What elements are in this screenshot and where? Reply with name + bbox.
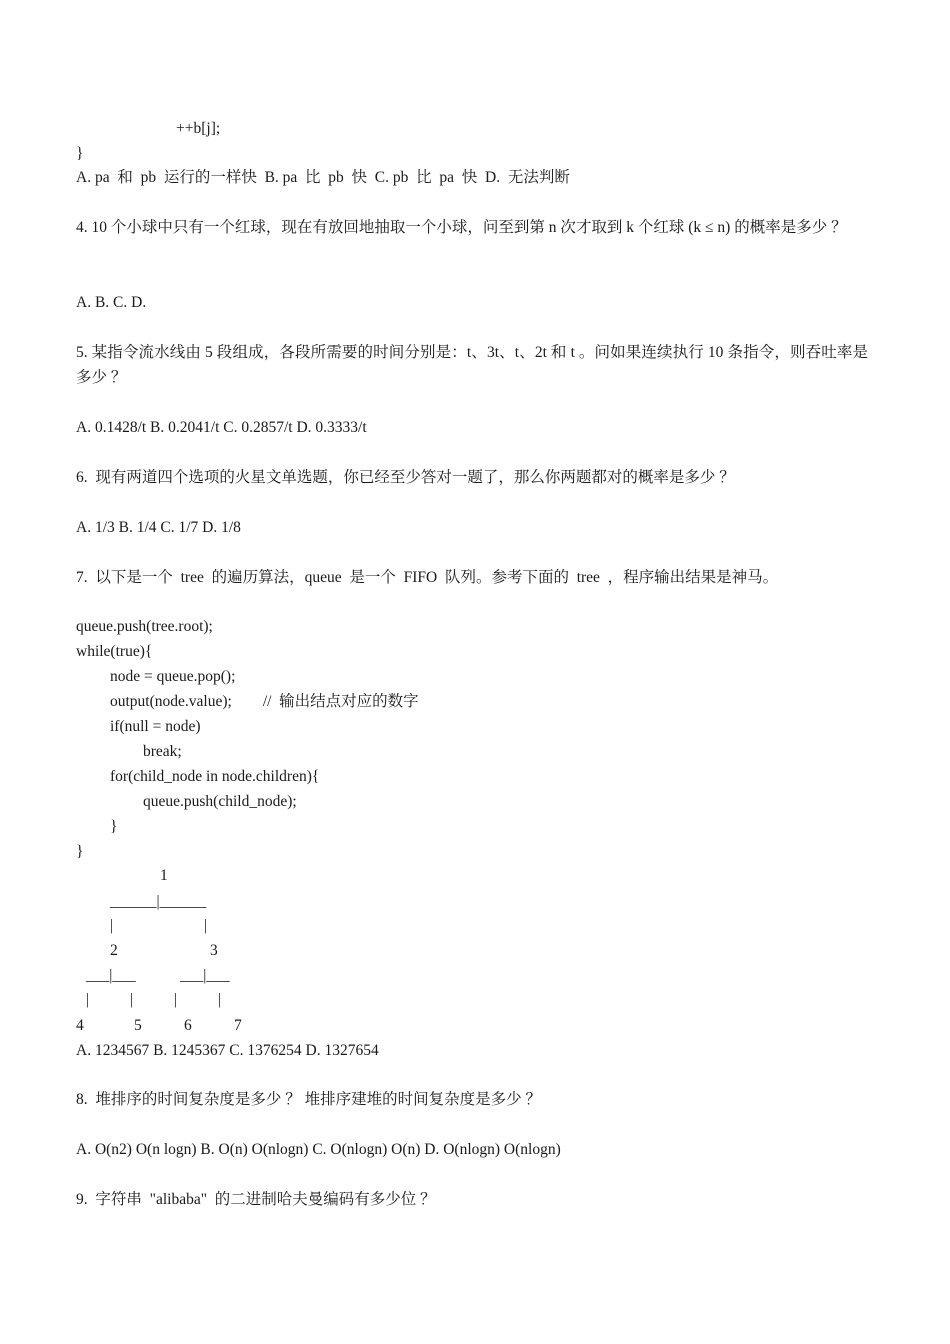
q7-code-line: } [76, 843, 84, 860]
tree-branch-bar: | [110, 917, 114, 934]
q7-code-line: while(true){ [76, 643, 153, 660]
q7-text: 7. 以下是一个 tree 的遍历算法，queue 是一个 FIFO 队列。参考下面的 tree ，程序输出结果是神马。 [76, 569, 779, 586]
q7-code-line: } [110, 818, 118, 835]
q5-options: A. 0.1428/t B. 0.2041/t C. 0.2857/t D. 0.3333/t [76, 419, 367, 436]
tree-branch-root: ______|______ [110, 893, 207, 910]
q7-code-line: queue.push(child_node); [143, 793, 297, 810]
q5-text: 5. 某指令流水线由 5 段组成，各段所需要的时间分别是：t、3t、t、2t 和 t 。问如果连续执行 10 条指令，则吞吐率是多少 ？ [76, 344, 868, 386]
q3-code-close: } [76, 145, 84, 162]
q6-options: A. 1/3 B. 1/4 C. 1/7 D. 1/8 [76, 519, 241, 536]
tree-node-1: 1 [160, 867, 168, 884]
tree-branch-bar: | [218, 991, 222, 1008]
tree-node-5: 5 [134, 1017, 142, 1034]
tree-branch-bar: | [130, 991, 134, 1008]
tree-diagram [76, 864, 276, 1040]
q3-code-line: ++b[j]; [176, 120, 221, 137]
tree-node-7: 7 [234, 1017, 242, 1034]
q8-text: 8. 堆排序的时间复杂度是多少 ？ 堆排序建堆的时间复杂度是多少 ？ [76, 1091, 542, 1108]
tree-branch-bar: | [174, 991, 178, 1008]
tree-node-6: 6 [184, 1017, 192, 1034]
q7-code-line: for(child_node in node.children){ [110, 768, 320, 785]
tree-node-3: 3 [210, 942, 218, 959]
q6-text: 6. 现有两道四个选项的火星文单选题，你已经至少答对一题了，那么你两题都对的概率是多少 ？ [76, 469, 735, 486]
tree-node-2: 2 [110, 942, 118, 959]
tree-branch-left: ___|___ [86, 967, 136, 984]
tree-branch-right: ___|___ [180, 967, 230, 984]
q9-text: 9. 字符串 "alibaba" 的二进制哈夫曼编码有多少位 ？ [76, 1191, 436, 1208]
q7-options: A. 1234567 B. 1245367 C. 1376254 D. 1327654 [76, 1042, 379, 1059]
tree-node-4: 4 [76, 1017, 84, 1034]
tree-branch-bar: | [204, 917, 208, 934]
q7-code-line: node = queue.pop(); [110, 668, 236, 685]
q4-options: A. B. C. D. [76, 294, 147, 311]
tree-branch-bar: | [86, 991, 90, 1008]
q7-code-line: output(node.value); // 输出结点对应的数字 [110, 693, 419, 710]
q8-options: A. O(n2) O(n logn) B. O(n) O(nlogn) C. O(nlogn) O(n) D. O(nlogn) O(nlogn) [76, 1141, 561, 1158]
q7-code-line: queue.push(tree.root); [76, 618, 213, 635]
q4-text: 4. 10 个小球中只有一个红球，现在有放回地抽取一个小球，问至到第 n 次才取到 k 个红球 (k ≤ n) 的概率是多少 ？ [76, 219, 847, 236]
q7-code-line: if(null = node) [110, 718, 201, 735]
q7-code-line: break; [143, 743, 182, 760]
q3-options: A. pa 和 pb 运行的一样快 B. pa 比 pb 快 C. pb 比 pa 快 D. 无法判断 [76, 169, 570, 186]
